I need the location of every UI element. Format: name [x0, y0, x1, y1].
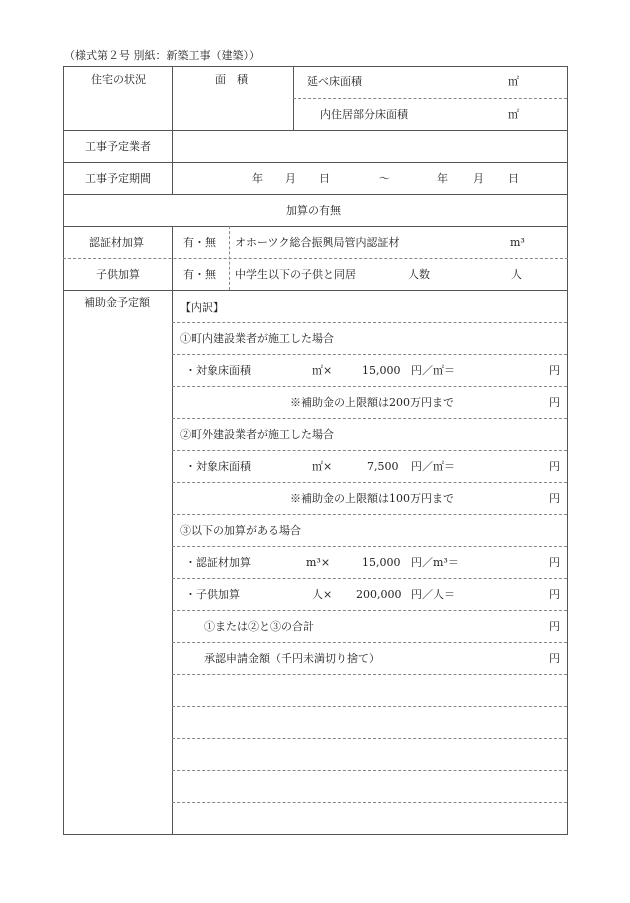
case1-cap: ※補助金の上限額は200万円まで [290, 396, 454, 409]
row-divider [63, 130, 568, 131]
row-divider-dashed [172, 482, 567, 483]
addition-heading: 加算の有無 [286, 204, 341, 217]
total-label: ①または②と③の合計 [204, 620, 314, 633]
row-divider-dashed [172, 578, 567, 579]
cert-rate: 15,000 [362, 556, 401, 569]
child-item: ・子供加算 [185, 588, 240, 601]
form-header: （様式第２号 別紙：新築工事（建築）） [64, 49, 260, 62]
case1-yen: 円 [549, 364, 560, 377]
case3-title: ③以下の加算がある場合 [180, 524, 301, 537]
child-count-label: 人数 [408, 268, 430, 281]
case2-rate: 7,500 [367, 460, 399, 473]
child-mult: 人× [312, 588, 333, 601]
case2-item: ・対象床面積 [185, 460, 251, 473]
case1-title: ①町内建設業者が施工した場合 [180, 332, 334, 345]
col-divider [172, 130, 173, 194]
case2-yen: 円 [549, 460, 560, 473]
period-start-month: 月 [285, 172, 296, 185]
period-label: 工事予定期間 [85, 172, 151, 185]
certified-desc: オホーツク総合振興局管内認証材 [235, 236, 400, 249]
case2-per: 円／㎡＝ [411, 460, 455, 473]
cert-mult: m³× [306, 556, 331, 569]
row-divider-dashed [172, 386, 567, 387]
row-divider-dashed [172, 322, 567, 323]
col-divider [172, 66, 173, 130]
period-start-day: 日 [319, 172, 330, 185]
child-per: 円／人＝ [411, 588, 455, 601]
row-divider-dashed [172, 706, 567, 707]
housing-label: 住宅の状況 [91, 73, 146, 86]
cert-per: 円／m³＝ [411, 556, 459, 569]
row-divider-dashed [172, 802, 567, 803]
case1-rate: 15,000 [362, 364, 401, 377]
row-divider-dashed [172, 354, 567, 355]
col-divider-dashed [229, 226, 230, 290]
table-border-right [567, 66, 568, 834]
child-desc: 中学生以下の子供と同居 [235, 268, 356, 281]
table-border-left [63, 66, 64, 834]
subsidy-label: 補助金予定額 [84, 296, 150, 309]
living-floor-unit: ㎡ [508, 108, 519, 121]
period-end-year: 年 [437, 172, 448, 185]
child-yesno[interactable]: 有・無 [183, 268, 216, 281]
row-divider-dashed [293, 98, 567, 99]
row-divider-dashed [172, 674, 567, 675]
period-start-year: 年 [252, 172, 263, 185]
table-border-top [63, 66, 568, 67]
case2-cap: ※補助金の上限額は100万円まで [290, 492, 454, 505]
child-label: 子供加算 [96, 268, 140, 281]
certified-yesno[interactable]: 有・無 [183, 236, 216, 249]
case1-mult: ㎡× [312, 364, 333, 377]
area-label: 面 積 [215, 73, 248, 86]
row-divider [63, 194, 568, 195]
row-divider-dashed [172, 738, 567, 739]
breakdown-heading: 【内訳】 [180, 301, 224, 314]
living-floor-label: 内住居部分床面積 [320, 108, 408, 121]
case1-item: ・対象床面積 [185, 364, 251, 377]
child-rate: 200,000 [356, 588, 402, 601]
contractor-field[interactable] [180, 136, 560, 158]
row-divider-dashed [172, 514, 567, 515]
period-tilde: ～ [379, 172, 390, 185]
total-floor-unit: ㎡ [508, 75, 519, 88]
case2-mult: ㎡× [312, 460, 333, 473]
child-unit: 人 [511, 268, 522, 281]
row-divider [63, 162, 568, 163]
case2-cap-yen: 円 [549, 492, 560, 505]
col-divider [172, 226, 173, 834]
total-floor-label: 延べ床面積 [307, 75, 362, 88]
case1-cap-yen: 円 [549, 396, 560, 409]
row-divider [63, 290, 568, 291]
row-divider [63, 226, 568, 227]
row-divider-dashed [172, 610, 567, 611]
row-divider-dashed [172, 418, 567, 419]
period-end-month: 月 [473, 172, 484, 185]
row-divider-dashed [172, 450, 567, 451]
case2-title: ②町外建設業者が施工した場合 [180, 428, 334, 441]
cert-item: ・認証材加算 [185, 556, 251, 569]
row-divider-dashed [172, 546, 567, 547]
certified-unit: m³ [510, 236, 525, 249]
child-yen: 円 [549, 588, 560, 601]
row-divider-dashed [63, 258, 568, 259]
period-end-day: 日 [508, 172, 519, 185]
approved-label: 承認申請金額（千円未満切り捨て） [204, 652, 380, 665]
contractor-label: 工事予定業者 [85, 140, 151, 153]
approved-yen: 円 [549, 652, 560, 665]
row-divider-dashed [172, 642, 567, 643]
cert-yen: 円 [549, 556, 560, 569]
total-yen: 円 [549, 620, 560, 633]
certified-label: 認証材加算 [89, 236, 144, 249]
table-border-bottom [63, 834, 568, 835]
row-divider-dashed [172, 770, 567, 771]
case1-per: 円／㎡＝ [411, 364, 455, 377]
